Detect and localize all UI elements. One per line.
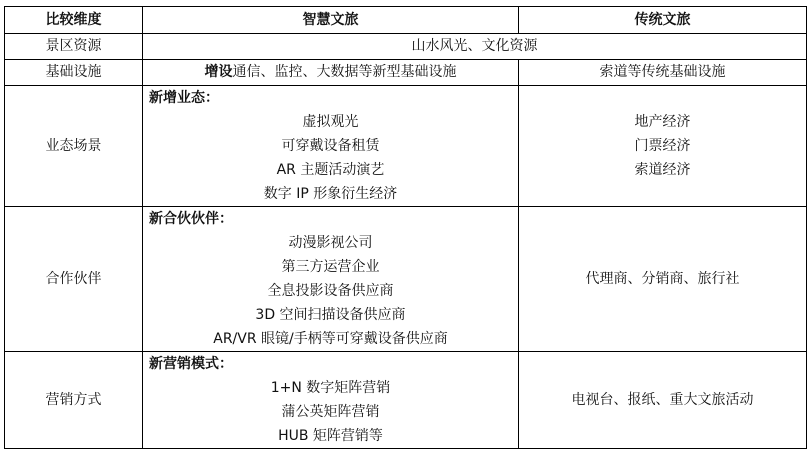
table-row-infrastructure: [5, 60, 807, 86]
table-row-business-scenarios: [5, 86, 807, 207]
list-item: 电视台、报纸、重大文旅活动: [571, 392, 754, 408]
row-label: 基础设施: [5, 60, 143, 86]
traditional-cell: [519, 207, 807, 352]
row-label: 景区资源: [5, 34, 143, 60]
list-item: 可穿戴设备租赁: [281, 138, 380, 154]
cell-text: 通信、监控、大数据等新型基础设施: [232, 64, 457, 80]
list-item: 地产经济: [634, 114, 691, 130]
list-item: 代理商、分销商、旅行社: [585, 271, 740, 287]
list-item: 全息投影设备供应商: [267, 283, 394, 299]
row-label: 营销方式: [5, 352, 143, 449]
list-item: 3D 空间扫描设备供应商: [255, 307, 406, 323]
list-item: 第三方运营企业: [281, 259, 380, 275]
smart-cell: [143, 207, 519, 352]
table-row-marketing: [5, 352, 807, 449]
traditional-cell: [519, 86, 807, 207]
list-item: 蒲公英矩阵营销: [281, 404, 380, 420]
header-smart-tourism: 智慧文旅: [143, 7, 519, 34]
cell-heading: 新营销模式：: [149, 356, 233, 372]
list-item: 1+N 数字矩阵营销: [270, 380, 391, 396]
smart-cell: [143, 352, 519, 449]
list-item: HUB 矩阵营销等: [278, 428, 383, 444]
smart-cell: [143, 86, 519, 207]
emphasis-text: 增设: [204, 64, 233, 80]
comparison-table: [4, 6, 807, 449]
cell-heading: 新增业态：: [149, 90, 219, 106]
list-item: 索道经济: [634, 162, 691, 178]
header-row: [5, 7, 807, 34]
list-item: 虚拟观光: [302, 114, 359, 130]
merged-cell: 山水风光、文化资源: [143, 34, 807, 60]
list-item: AR/VR 眼镜/手柄等可穿戴设备供应商: [213, 331, 448, 347]
list-item: 动漫影视公司: [288, 235, 373, 251]
traditional-cell: [519, 352, 807, 449]
list-item: 门票经济: [634, 138, 691, 154]
row-label: 合作伙伴: [5, 207, 143, 352]
table-row-scenic-resources: [5, 34, 807, 60]
smart-cell: [143, 60, 519, 86]
list-item: 数字 IP 形象衍生经济: [263, 186, 398, 202]
header-dimension: 比较维度: [5, 7, 143, 34]
table-row-partners: [5, 207, 807, 352]
traditional-cell: 索道等传统基础设施: [519, 60, 807, 86]
row-label: 业态场景: [5, 86, 143, 207]
header-traditional-tourism: 传统文旅: [519, 7, 807, 34]
cell-heading: 新合伙伙伴：: [149, 211, 233, 227]
list-item: AR 主题活动演艺: [276, 162, 385, 178]
